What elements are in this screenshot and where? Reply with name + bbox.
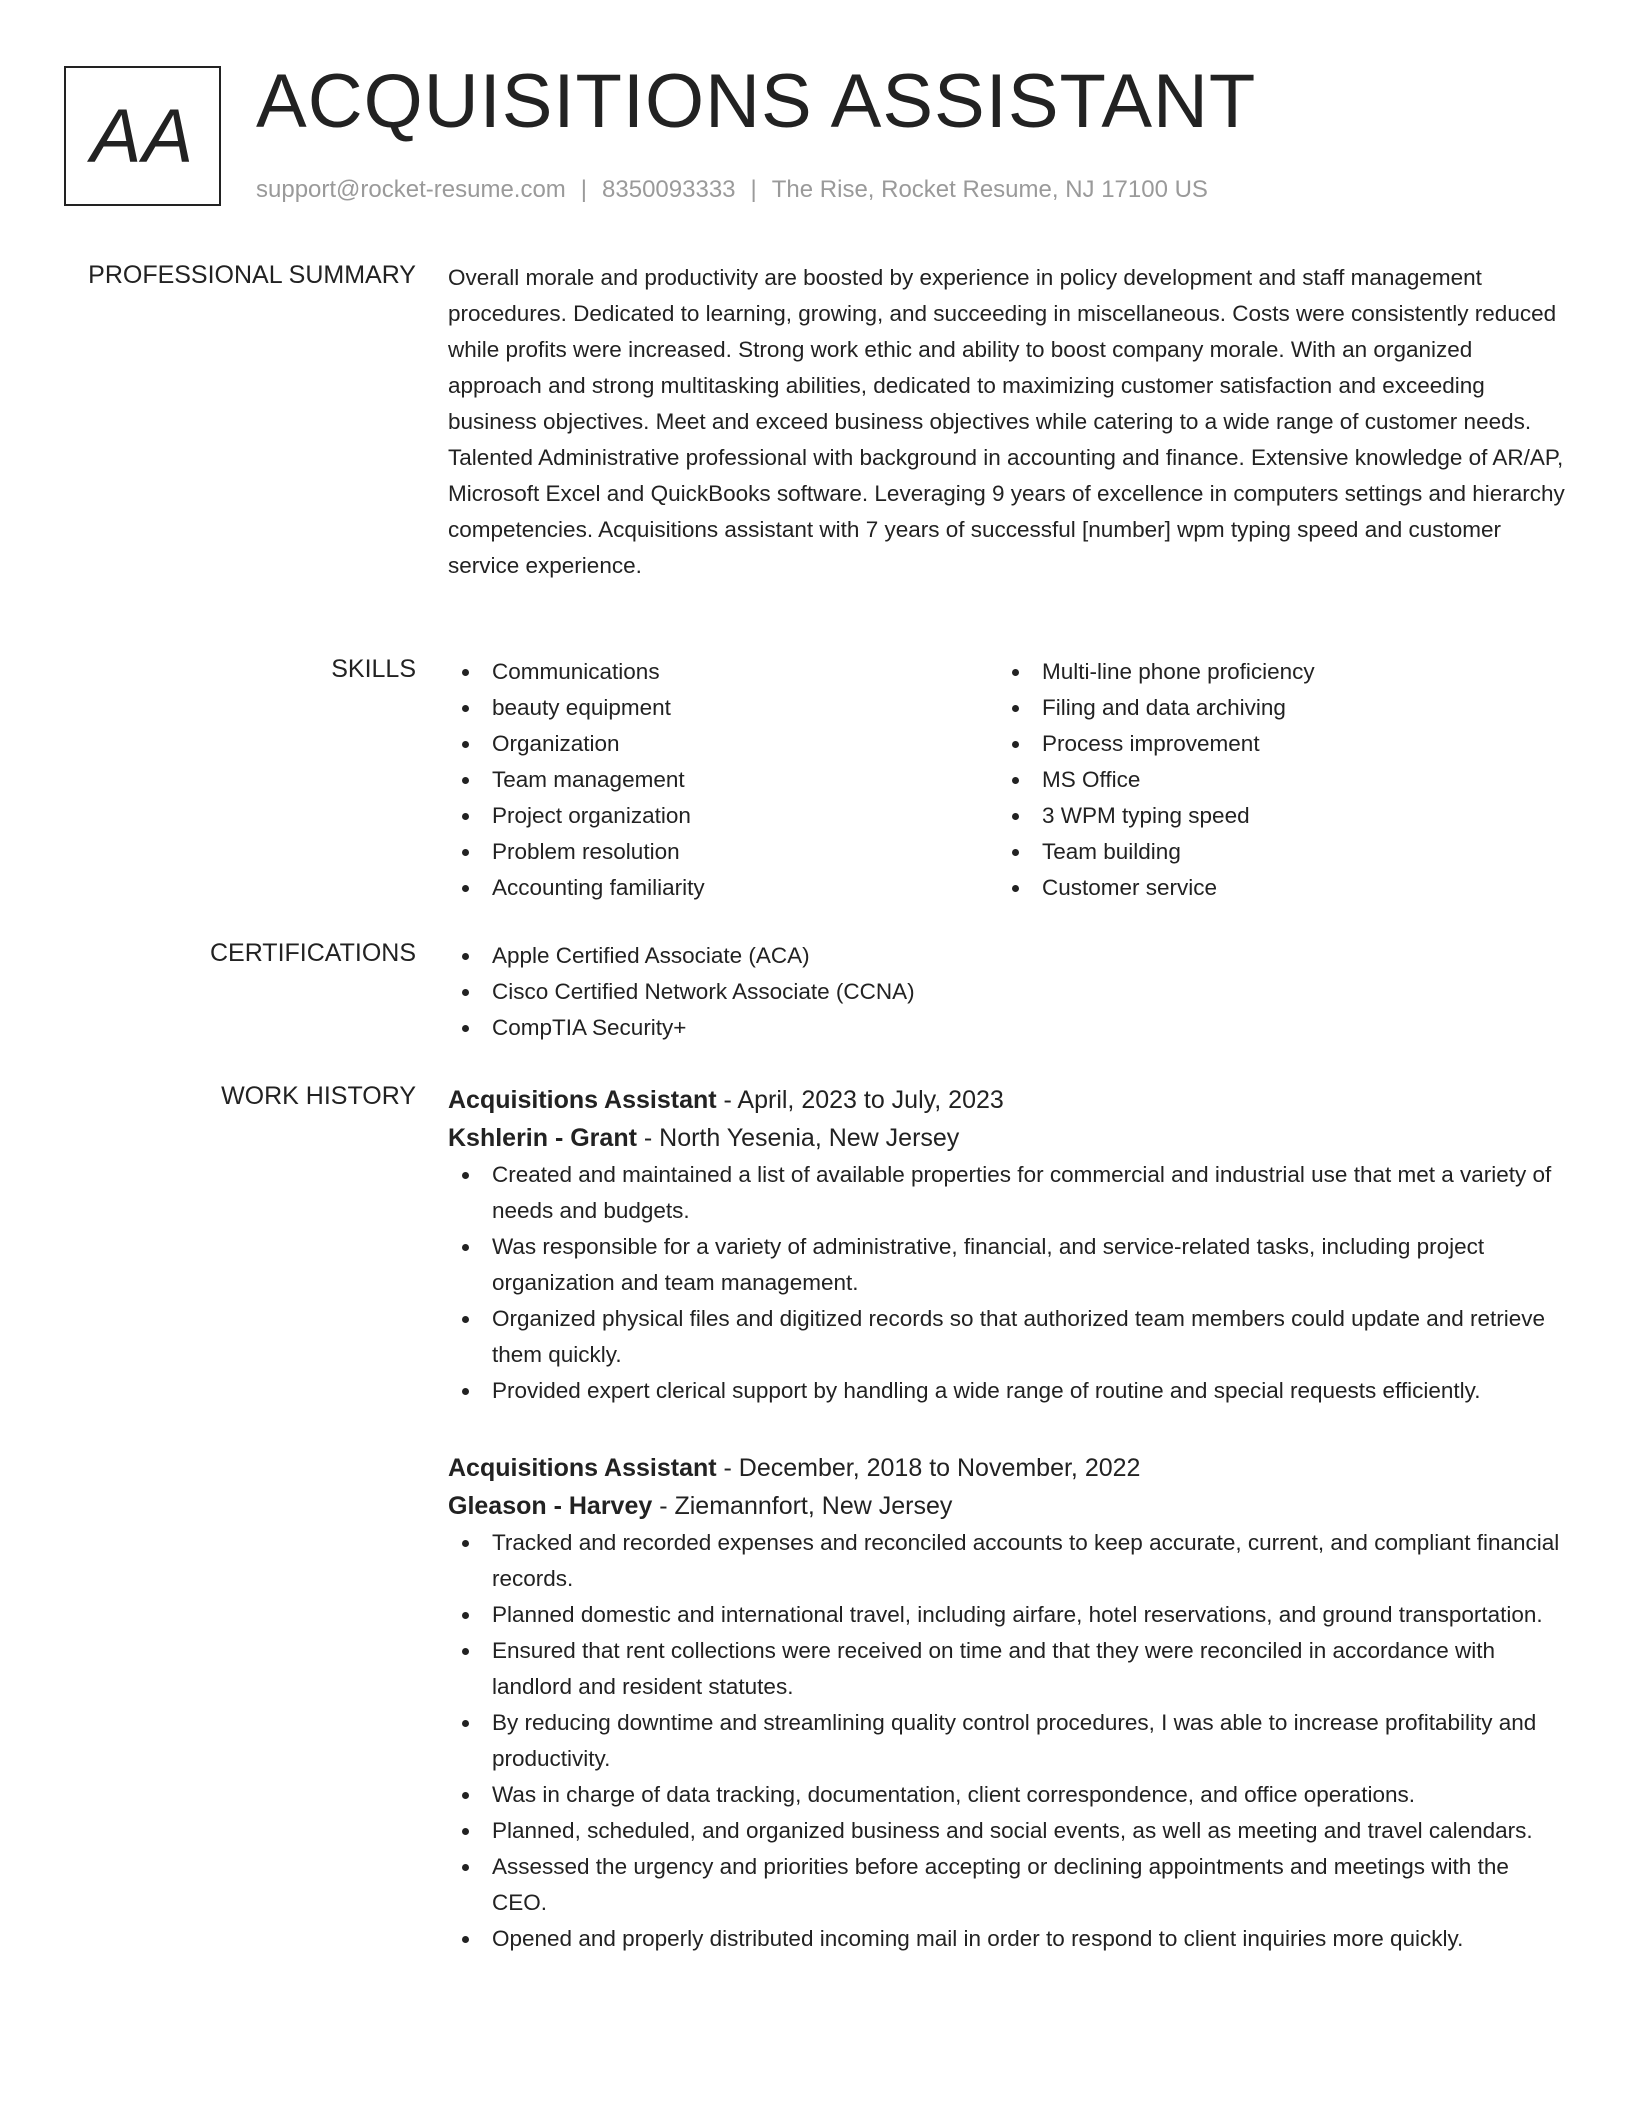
certifications-heading: CERTIFICATIONS xyxy=(209,939,416,967)
separator: | xyxy=(580,176,588,203)
skill-item: Filing and data archiving xyxy=(998,690,1548,726)
work-history-body xyxy=(448,1081,1568,1997)
skill-item: Team management xyxy=(448,762,998,798)
certification-item: CompTIA Security+ xyxy=(448,1010,1568,1046)
skill-item: MS Office xyxy=(998,762,1548,798)
page-title: ACQUISITIONS ASSISTANT xyxy=(256,59,1257,144)
skill-item: Project organization xyxy=(448,798,998,834)
skill-item: Customer service xyxy=(998,870,1548,906)
job-title-line xyxy=(448,1449,1568,1487)
work-history-heading: WORK HISTORY xyxy=(221,1082,416,1110)
job-dates: - April, 2023 to July, 2023 xyxy=(716,1086,1004,1114)
skill-item: Organization xyxy=(448,726,998,762)
job-location: - North Yesenia, New Jersey xyxy=(636,1124,960,1152)
job-title: Acquisitions Assistant xyxy=(448,1454,717,1482)
job-location: - Ziemannfort, New Jersey xyxy=(652,1492,953,1520)
email-text: support@rocket-resume.com xyxy=(256,176,566,203)
summary-text: Overall morale and productivity are boosted by experience in policy development and staff management procedures. Dedicated to learning, growing, and succeeding in miscellaneous. Costs were consistently reduced while profits were increased. Strong work ethic and ability to boost company morale. With an organized approach and strong multitasking abilities, dedicated to maximizing customer satisfaction and exceeding business objectives. Meet and exceed business objectives while catering to a wide range of customer needs. Talented Administrative professional with background in accounting and finance. Extensive knowledge of AR/AP, Microsoft Excel and QuickBooks software. Leveraging 9 years of excellence in computers settings and hierarchy competencies. Acquisitions assistant with 7 years of successful [number] wpm typing speed and customer service experience. xyxy=(448,265,1565,578)
skill-item: Communications xyxy=(448,654,998,690)
contact-line xyxy=(256,176,1208,204)
skills-heading: SKILLS xyxy=(331,655,416,683)
certifications-list xyxy=(448,938,1568,1046)
certification-item: Apple Certified Associate (ACA) xyxy=(448,938,1568,974)
skill-item: Problem resolution xyxy=(448,834,998,870)
job-duty-item: By reducing downtime and streamlining quality control procedures, I was able to increase profitability and productivity. xyxy=(448,1705,1568,1777)
job-entry xyxy=(448,1081,1568,1409)
job-duty-item: Tracked and recorded expenses and reconciled accounts to keep accurate, current, and compliant financial records. xyxy=(448,1525,1568,1597)
job-duty-item: Opened and properly distributed incoming mail in order to respond to client inquiries more quickly. xyxy=(448,1921,1568,1957)
job-company: Kshlerin - Grant xyxy=(448,1124,637,1152)
job-company-line xyxy=(448,1119,1568,1157)
summary-body xyxy=(448,260,1568,584)
job-company: Gleason - Harvey xyxy=(448,1492,653,1520)
job-duty-item: Was responsible for a variety of administrative, financial, and service-related tasks, including project organization and team management. xyxy=(448,1229,1568,1301)
job-duty-item: Provided expert clerical support by handling a wide range of routine and special requests efficiently. xyxy=(448,1373,1568,1409)
job-dates: - December, 2018 to November, 2022 xyxy=(716,1454,1141,1482)
skill-item: beauty equipment xyxy=(448,690,998,726)
separator: | xyxy=(750,176,757,203)
job-duty-item: Assessed the urgency and priorities before accepting or declining appointments and meetings with the CEO. xyxy=(448,1849,1568,1921)
job-entry xyxy=(448,1449,1568,1957)
job-duty-item: Was in charge of data tracking, documentation, client correspondence, and office operations. xyxy=(448,1777,1568,1813)
skills-body xyxy=(448,654,1568,906)
job-duty-item: Ensured that rent collections were received on time and that they were reconciled in accordance with landlord and resident statutes. xyxy=(448,1633,1568,1705)
skill-item: 3 WPM typing speed xyxy=(998,798,1548,834)
skill-item: Multi-line phone proficiency xyxy=(998,654,1548,690)
job-duty-item: Planned domestic and international travel, including airfare, hotel reservations, and ground transportation. xyxy=(448,1597,1568,1633)
skill-item: Team building xyxy=(998,834,1548,870)
job-title: Acquisitions Assistant xyxy=(448,1086,717,1114)
job-duty-item: Planned, scheduled, and organized business and social events, as well as meeting and travel calendars. xyxy=(448,1813,1568,1849)
initials-monogram: AA xyxy=(64,66,221,206)
address-text: The Rise, Rocket Resume, NJ 17100 US xyxy=(771,176,1208,203)
job-duty-item: Organized physical files and digitized records so that authorized team members could update and retrieve them quickly. xyxy=(448,1301,1568,1373)
certifications-body xyxy=(448,938,1568,1046)
skill-item: Accounting familiarity xyxy=(448,870,998,906)
summary-heading: PROFESSIONAL SUMMARY xyxy=(88,261,416,289)
job-company-line xyxy=(448,1487,1568,1525)
phone-text: 8350093333 xyxy=(602,176,736,203)
skills-list-left xyxy=(448,654,998,906)
skill-item: Process improvement xyxy=(998,726,1548,762)
skills-list-right xyxy=(998,654,1548,906)
job-duties-list xyxy=(448,1157,1568,1409)
job-duties-list xyxy=(448,1525,1568,1957)
certification-item: Cisco Certified Network Associate (CCNA) xyxy=(448,974,1568,1010)
job-duty-item: Created and maintained a list of available properties for commercial and industrial use that met a variety of needs and budgets. xyxy=(448,1157,1568,1229)
job-title-line xyxy=(448,1081,1568,1119)
